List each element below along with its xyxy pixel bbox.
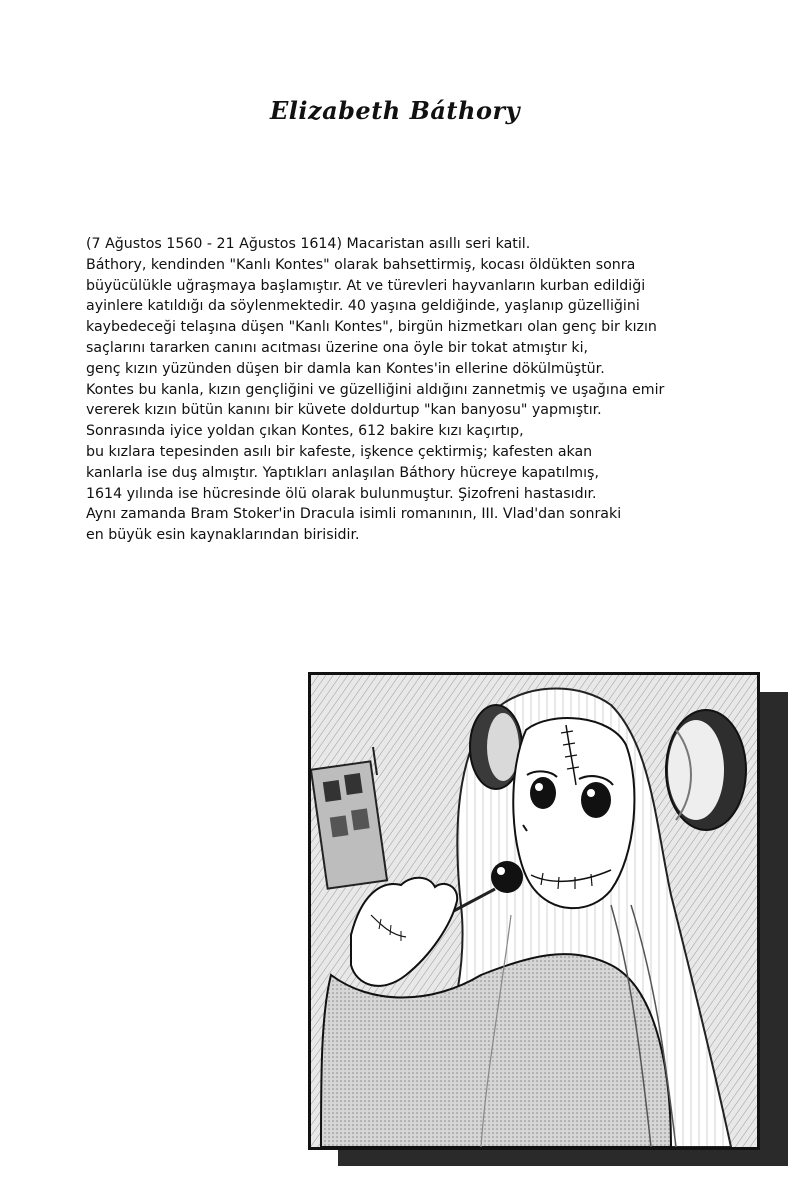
paragraph-line: Aynı zamanda Bram Stoker'in Dracula isimli romanının, III. Vlad'dan sonraki — [86, 506, 622, 523]
paragraph-line: Sonrasında iyice yoldan çıkan Kontes, 612 bakire kızı kaçırtıp, — [86, 423, 524, 440]
paragraph-line: genç kızın yüzünden düşen bir damla kan Kontes'in ellerine dökülmüştür. — [86, 360, 605, 377]
manga-illustration — [311, 675, 757, 1147]
page-title: Elizabeth Báthory — [269, 96, 521, 125]
paragraph-line: (7 Ağustos 1560 - 21 Ağustos 1614) Macaristan asıllı seri katil. — [86, 236, 531, 252]
paragraph-line: Kontes bu kanla, kızın gençliğini ve güzelliğini aldığını zannetmiş ve uşağına emir — [86, 381, 665, 398]
paragraph-line: kaybedeceği telaşına düşen "Kanlı Kontes", birgün hizmetkarı olan genç bir kızın — [86, 319, 657, 336]
paragraph-line: büyücülükle uğraşmaya başlamıştır. At ve türevleri hayvanların kurban edildiği — [86, 277, 646, 294]
paragraph-line: 1614 yılında ise hücresinde ölü olarak bulunmuştur. Şizofreni hastasıdır. — [86, 485, 597, 502]
paragraph-line: bu kızlara tepesinden asılı bir kafeste, işkence çektirmiş; kafesten akan — [86, 443, 593, 460]
face-illustration — [513, 718, 634, 908]
manga-illustration-panel — [308, 672, 760, 1150]
paragraph-line: kanlarla ise duş almıştır. Yaptıkları anlaşılan Báthory hücreye kapatılmış, — [86, 464, 599, 481]
paragraph-line: saçlarını tararken canını acıtması üzerine ona öyle bir tokat atmıştır ki, — [86, 339, 589, 356]
paragraph-line: ayinlere katıldığı da söylenmektedir. 40 yaşına geldiğinde, yaşlanıp güzelliğini — [86, 298, 640, 315]
biography-paragraph — [86, 234, 746, 546]
paragraph-line: vererek kızın bütün kanını bir küvete doldurtup "kan banyosu" yapmıştır. — [86, 402, 602, 419]
paragraph-line: en büyük esin kaynaklarından birisidir. — [86, 527, 360, 544]
right-hair-bun — [666, 710, 746, 830]
paragraph-line: Báthory, kendinden "Kanlı Kontes" olarak bahsettirmiş, kocası öldükten sonra — [86, 256, 636, 273]
